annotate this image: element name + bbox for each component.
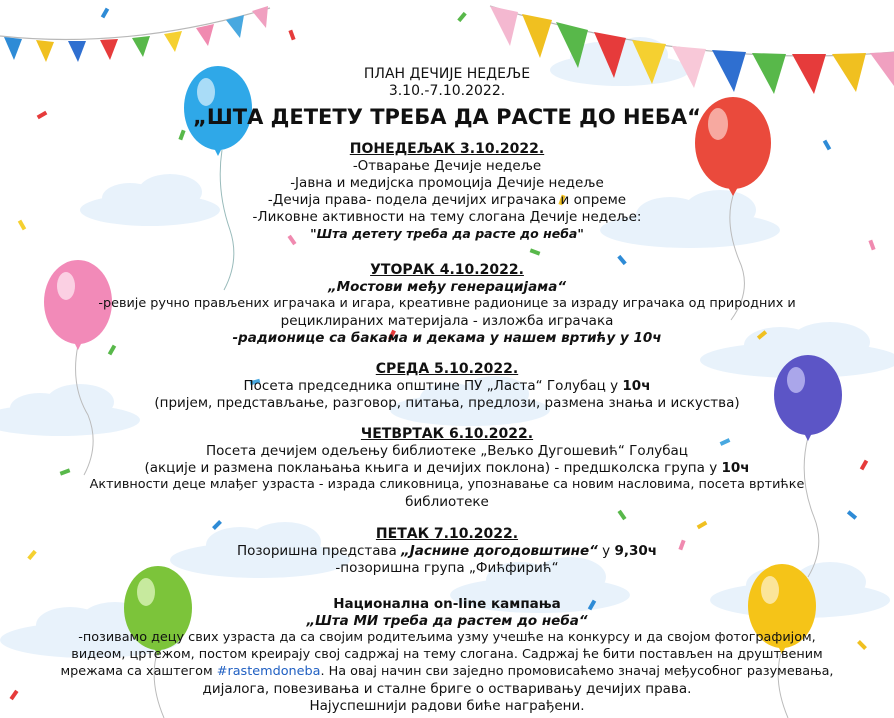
friday-line: -позоришна група „Фићфирић“ [335,560,559,576]
thursday-line: библиотеке [405,494,489,510]
monday-item: -Отварање Дечије недеље [352,158,542,174]
thursday-line: Активности деце млађег узраста - израда сликовница, упознавање са новим насловима, посета вртићке [89,477,805,492]
monday-slogan: "Шта детету треба да расте до неба" [310,226,584,241]
slogan-title: „ШТА ДЕТЕТУ ТРЕБА ДА РАСТЕ ДО НЕБА“ [193,105,701,129]
plan-heading: ПЛАН ДЕЧИЈЕ НЕДЕЉЕ [363,66,531,82]
tuesday-title: УТОРАК 4.10.2022. [370,262,524,278]
campaign-line: Најуспешнији радови биће награђени. [309,698,585,714]
wednesday-line: (пријем, представљање, разговор, питања, предлози, размена знања и искуства) [154,395,740,411]
campaign-title: Национална on-line кампања [333,596,561,612]
plan-dates: 3.10.-7.10.2022. [388,83,506,99]
monday-title: ПОНЕДЕЉАК 3.10.2022. [349,141,545,157]
wednesday-line: Посета председника општине ПУ „Ласта“ Голубац у 10ч [243,378,651,394]
monday-item: -Дечија права- подела дечијих играчака и опреме [267,192,627,208]
tuesday-line: -ревије ручно прављених играчака и игара, креативне радионице за израду играчака од природних и [98,296,796,311]
thursday-line: Посета дечијем одељењу библиотеке „Вељко Дугошевић“ Голубац [206,443,688,459]
monday-item: -Ликовне активности на тему слогана Дечије недеље: [252,209,642,225]
campaign-subtitle: „Шта МИ треба да растем до неба“ [306,613,588,629]
tuesday-workshop: -радионице са бакама и декама у нашем вртићу у 10ч [232,330,662,346]
thursday-line: (акције и размена поклањања књига и дечијих поклона) - предшколска група у 10ч [144,460,750,476]
tuesday-line: рециклираних материјала - изложба играчака [280,313,614,329]
tuesday-subtitle: „Мостови међу генерацијама“ [327,279,567,295]
wednesday-title: СРЕДА 5.10.2022. [375,361,519,377]
campaign-line: -позивамо децу свих узраста да са својим родитељима узму учешће на конкурсу и да својом фотографијом, [78,630,816,645]
thursday-title: ЧЕТВРТАК 6.10.2022. [360,426,534,442]
hashtag-link[interactable]: #rastemdoneba [216,664,321,679]
friday-title: ПЕТАК 7.10.2022. [375,526,519,542]
campaign-line: видеом, цртежом, постом креирају свој садржај на тему слогана. Садржај ће бити постављен на друштвеним [71,647,823,662]
campaign-line: мрежама са хаштегом #rastemdoneba. На овај начин сви заједно промовисаћемо значај међусобног разумевања, [60,664,834,679]
campaign-line: дијалога, повезивања и сталне бриге о остваривању дечијих права. [202,681,692,697]
monday-item: -Јавна и медијска промоција Дечије недеље [290,175,604,191]
friday-line: Позоришна представа „Јаснине догодовштине“ у 9,30ч [236,543,658,559]
